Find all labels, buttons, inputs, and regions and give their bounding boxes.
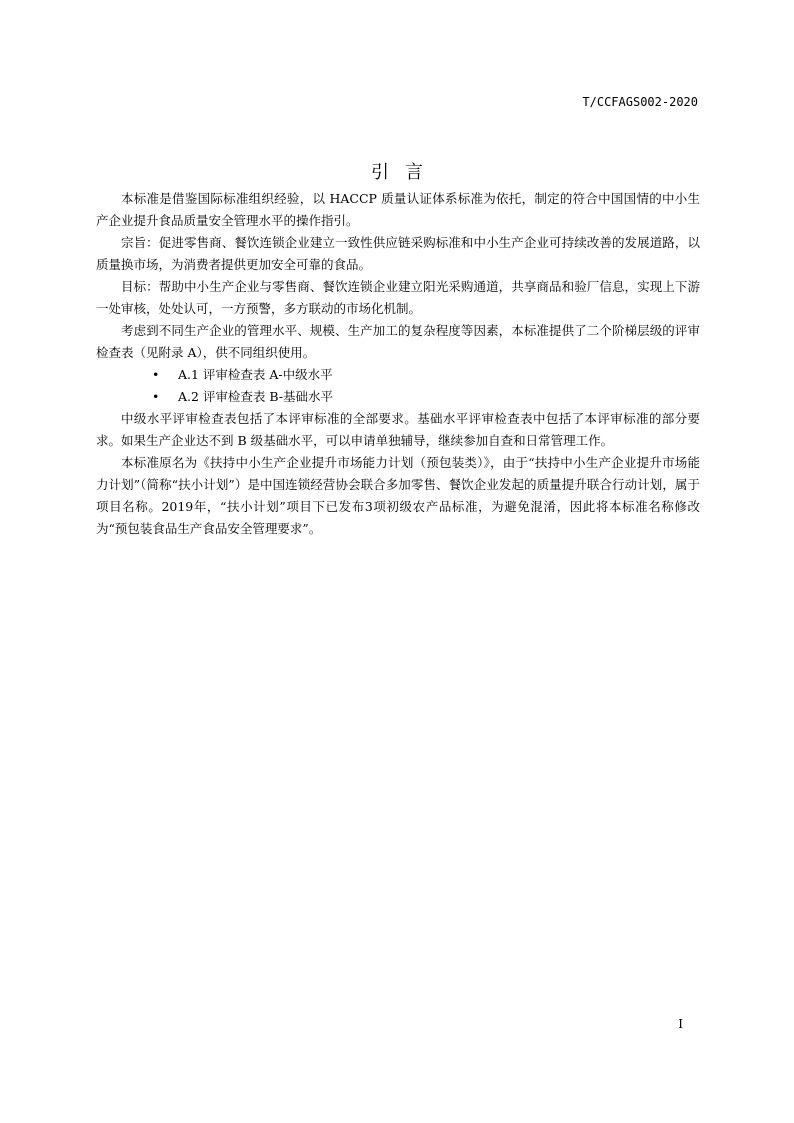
- list-item-text: A.2 评审检查表 B-基础水平: [178, 389, 334, 404]
- checklist-list: [96, 364, 700, 408]
- level-paragraph: 中级水平评审检查表包括了本评审标准的全部要求。基础水平评审检查表中包括了本评审标准的部分要求。如果生产企业达不到 B 级基础水平，可以申请单独辅导，继续参加自查和日常管理工作。: [96, 411, 700, 448]
- list-item: [152, 364, 700, 386]
- goal-paragraph: 目标：帮助中小生产企业与零售商、餐饮连锁企业建立阳光采购通道，共享商品和验厂信息，实现上下游一处审核，处处认可，一方预警，多方联动的市场化机制。: [96, 279, 700, 316]
- standard-code: T/CCFAGS002-2020: [582, 95, 698, 109]
- page-number: I: [678, 1017, 683, 1031]
- list-item-text: A.1 评审检查表 A-中级水平: [178, 367, 333, 382]
- name-history-paragraph: 本标准原名为《扶持中小生产企业提升市场能力计划（预包装类）》，由于“扶持中小生产企业提升市场能力计划”（简称“扶小计划”）是中国连锁经营协会联合多加零售、餐饮企业发起的质量提升联合行动计划，属于项目名称。2019年，“扶小计划”项目下已发布3项初级农产品标准，为避免混淆，因此将本标准名称修改为“预包装食品生产食品安全管理要求”。: [96, 455, 700, 536]
- bullet-icon: •: [152, 367, 160, 382]
- document-body: [96, 188, 700, 540]
- list-item: [152, 386, 700, 408]
- purpose-paragraph: 宗旨：促进零售商、餐饮连锁企业建立一致性供应链采购标准和中小生产企业可持续改善的发展道路，以质量换市场，为消费者提供更加安全可靠的食品。: [96, 235, 700, 272]
- bullet-icon: •: [152, 389, 160, 404]
- page-title: 引言: [371, 162, 439, 183]
- checklist-paragraph: 考虑到不同生产企业的管理水平、规模、生产加工的复杂程度等因素，本标准提供了二个阶梯层级的评审检查表（见附录 A），供不同组织使用。: [96, 323, 700, 360]
- intro-paragraph: 本标准是借鉴国际标准组织经验，以 HACCP 质量认证体系标准为依托，制定的符合中国国情的中小生产企业提升食品质量安全管理水平的操作指引。: [96, 191, 700, 228]
